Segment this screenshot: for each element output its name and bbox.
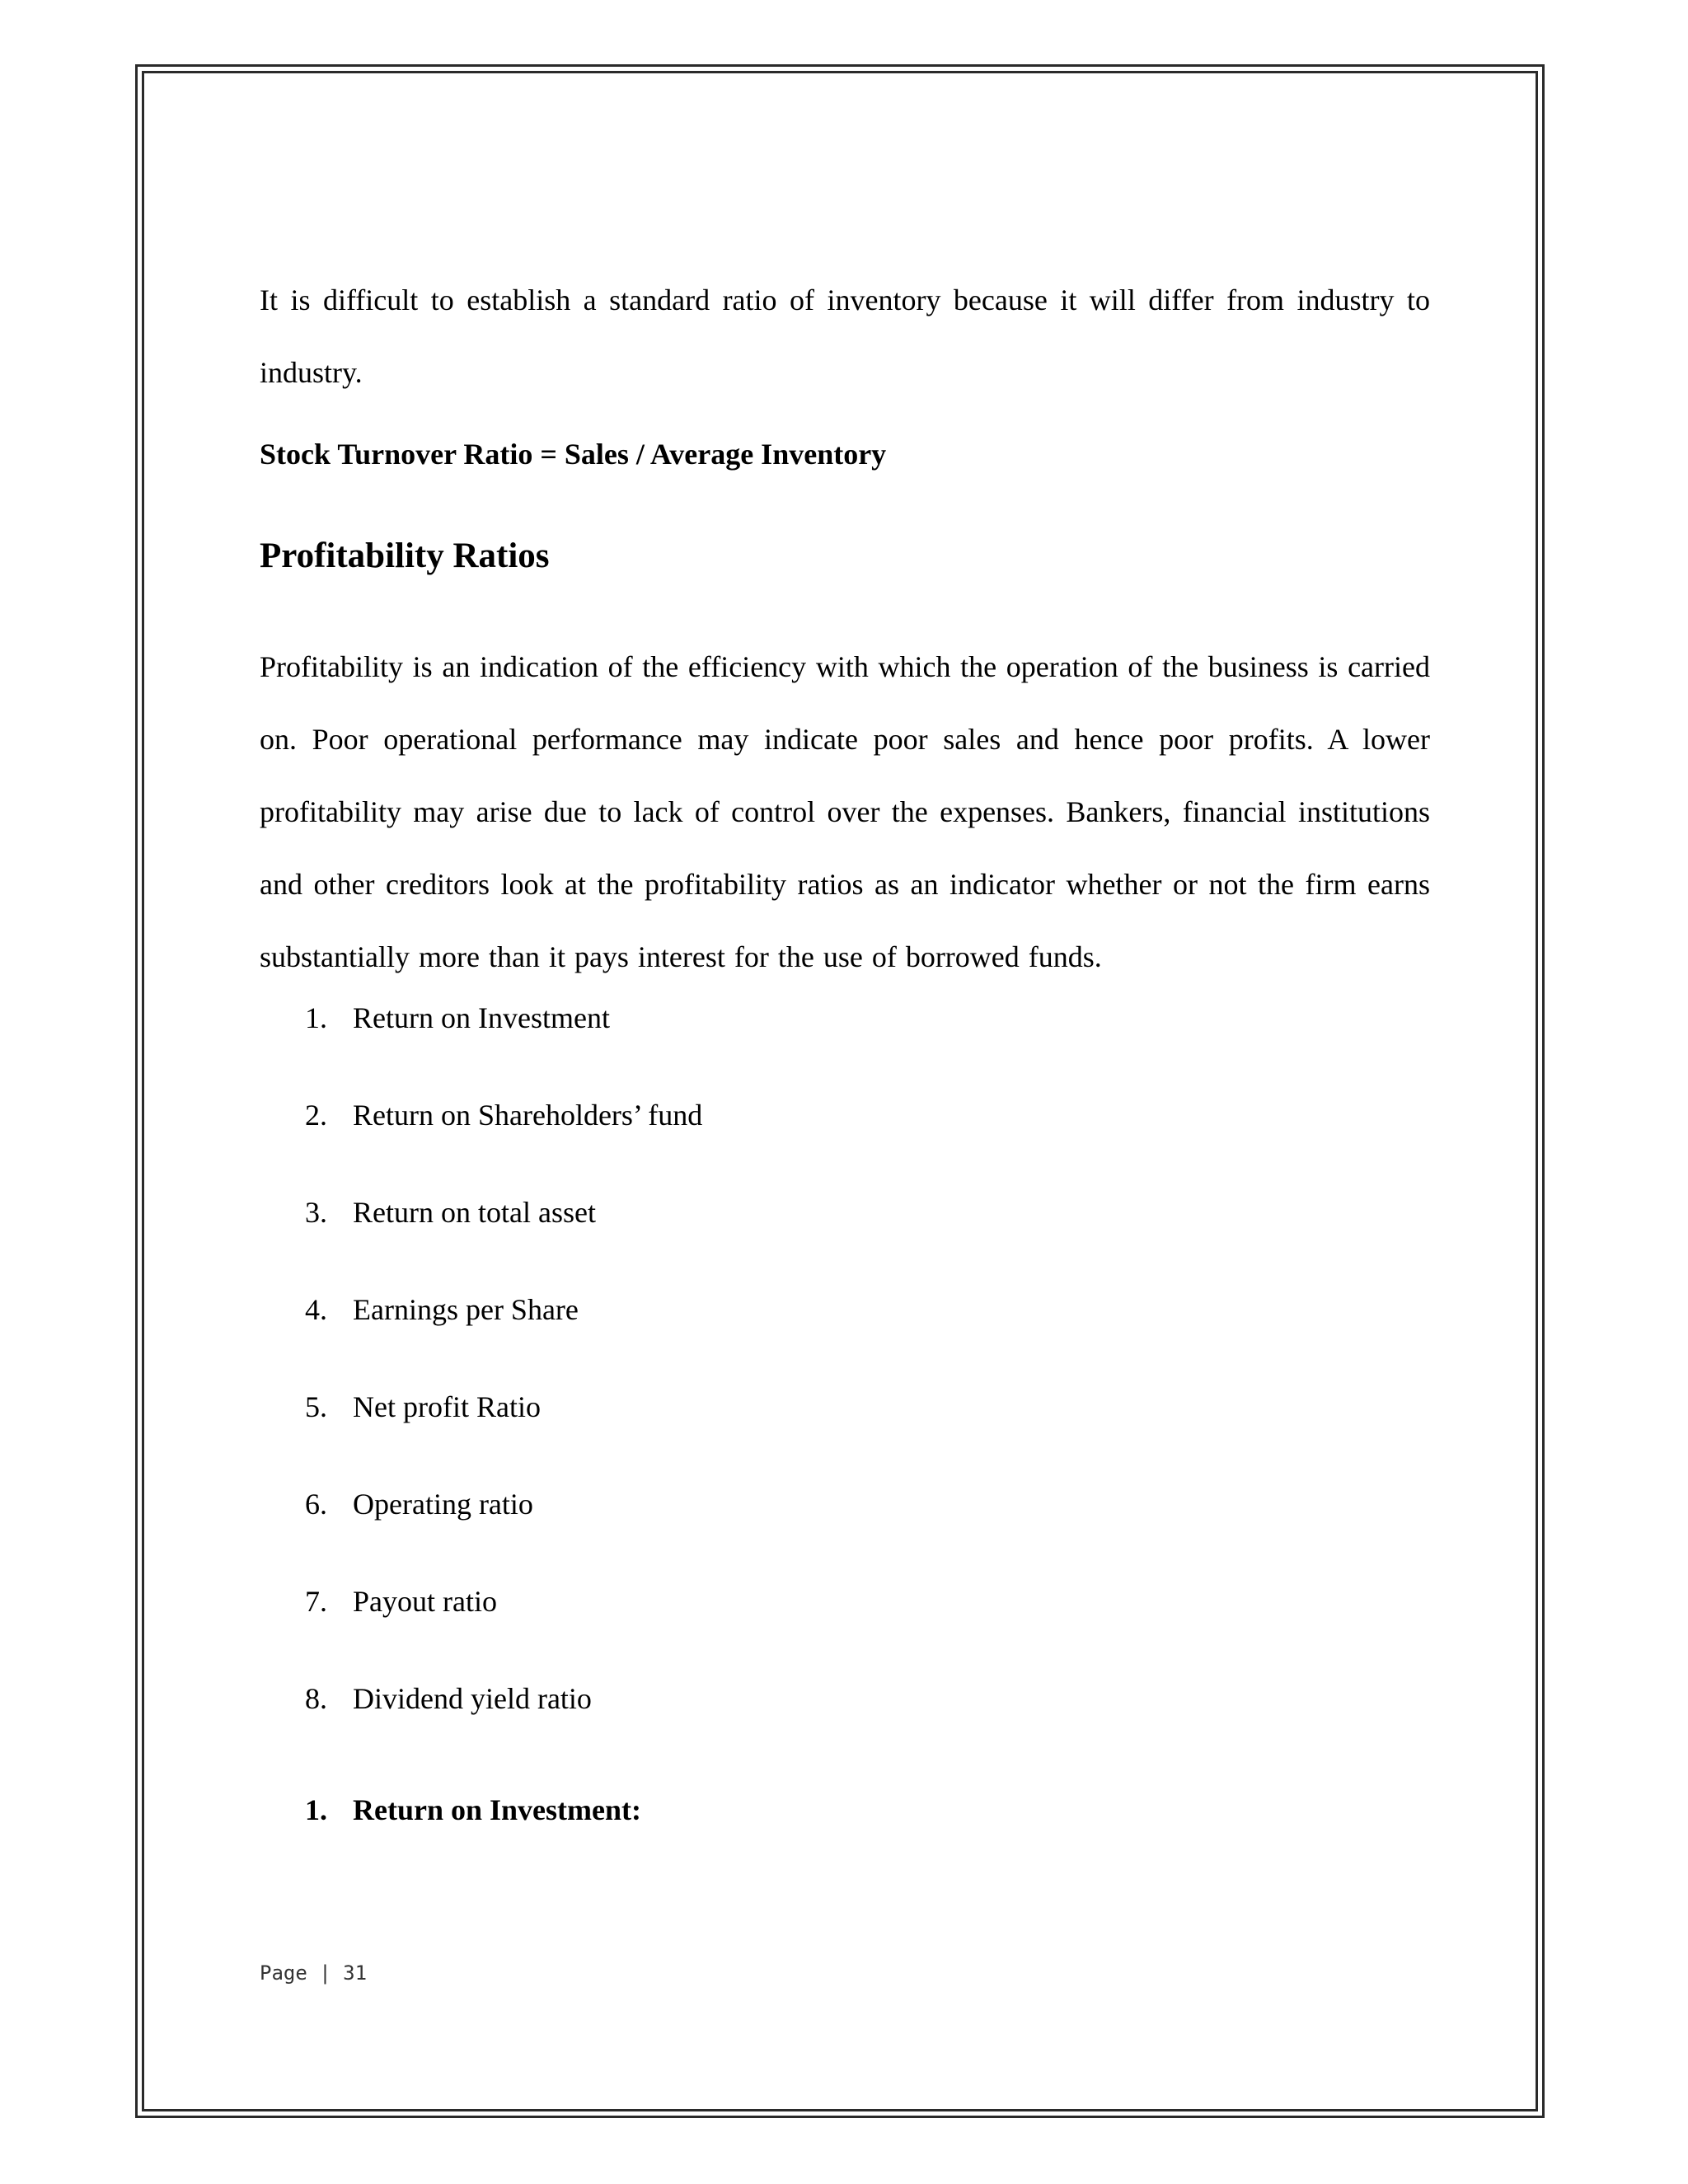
list-item-text: Payout ratio (353, 1585, 497, 1618)
list-item-text: Net profit Ratio (353, 1390, 541, 1423)
section-paragraph: Profitability is an indication of the efficiency with which the operation of the business is carried on. Poor operational performance may indicate poor sales and hence poor profits. A lower profitability may arise due to lack of control over the expenses. Bankers, financial institutions and other creditors look at the profitability ratios as an indicator whether or not the firm earns substantially more than it pays interest for the use of borrowed funds. (260, 650, 1430, 973)
list-item-number: 3. (305, 1196, 327, 1229)
list-item (305, 1196, 702, 1293)
list-item-text: Return on Investment (353, 1001, 610, 1034)
list-item-number: 5. (305, 1390, 327, 1423)
list-item (305, 1390, 702, 1488)
sub-heading-return-on-investment (305, 1793, 641, 1827)
sub-heading-number: 1. (305, 1793, 327, 1826)
list-item-number: 1. (305, 1001, 327, 1034)
list-item (305, 1682, 702, 1779)
list-item-number: 4. (305, 1293, 327, 1326)
list-item-text: Earnings per Share (353, 1293, 579, 1326)
list-item-number: 6. (305, 1488, 327, 1521)
list-item-number: 8. (305, 1682, 327, 1715)
list-item-number: 7. (305, 1585, 327, 1618)
sub-heading-text: Return on Investment: (353, 1793, 641, 1826)
list-item-text: Return on total asset (353, 1196, 596, 1229)
page-footer: Page | 31 (260, 1961, 368, 1985)
list-item (305, 1099, 702, 1196)
ratio-list (305, 1001, 702, 1779)
stock-turnover-formula: Stock Turnover Ratio = Sales / Average Inventory (260, 438, 887, 471)
list-item (305, 1001, 702, 1099)
list-item-text: Operating ratio (353, 1488, 533, 1521)
list-item (305, 1488, 702, 1585)
list-item-number: 2. (305, 1099, 327, 1132)
page-content (260, 264, 1430, 973)
section-heading: Profitability Ratios (260, 537, 550, 575)
list-item-text: Return on Shareholders’ fund (353, 1099, 703, 1132)
list-item (305, 1585, 702, 1682)
list-item-text: Dividend yield ratio (353, 1682, 592, 1715)
intro-paragraph: It is difficult to establish a standard ratio of inventory because it will differ from industry to industry. (260, 284, 1430, 389)
list-item (305, 1293, 702, 1390)
